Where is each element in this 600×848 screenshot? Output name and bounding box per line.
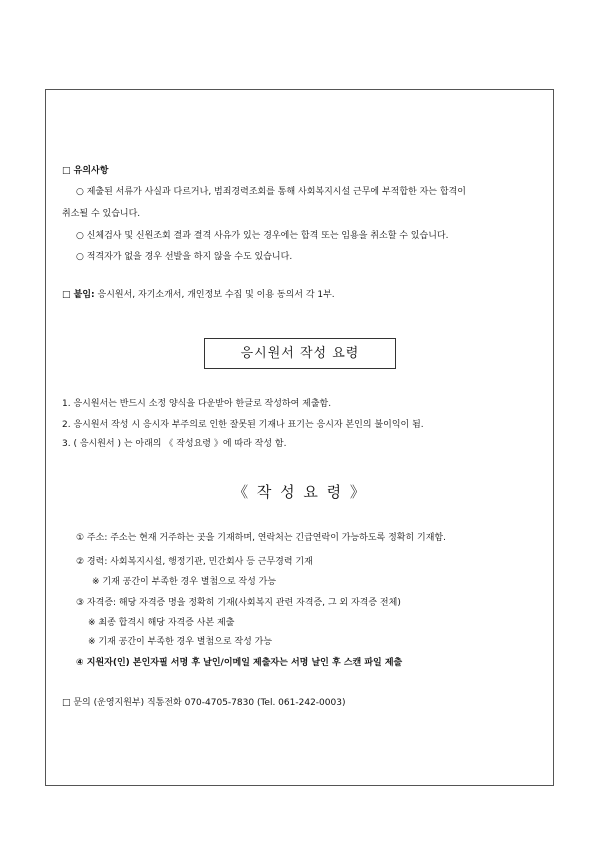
attachment-text: 응시원서, 자기소개서, 개인정보 수집 및 이용 동의서 각 1부. — [97, 290, 335, 300]
form-title-box: 응시원서 작성 요령 — [204, 338, 396, 369]
attachment-line — [62, 289, 335, 301]
guide-note-license-copy: ※ 최종 합격시 해당 자격증 사본 제출 — [88, 618, 235, 628]
notice-item-3: ○ 적격자가 없을 경우 선발을 하지 않을 수도 있습니다. — [76, 252, 293, 262]
notice-item-1-cont: 취소될 수 있습니다. — [62, 209, 141, 219]
instruction-2: 2. 응시원서 작성 시 응시자 부주의로 인한 잘못된 기재나 표기는 응시자 본인의 불이익이 됨. — [62, 420, 424, 430]
guide-heading: 《 작 성 요 령 》 — [233, 483, 367, 501]
notice-heading: □ 유의사항 — [62, 166, 109, 176]
guide-note-license-space: ※ 기재 공간이 부족한 경우 별첨으로 작성 가능 — [88, 637, 273, 647]
instruction-1: 1. 응시원서는 반드시 소정 양식을 다운받아 한글로 작성하여 제출함. — [62, 399, 332, 409]
attachment-label: □ 붙임: — [62, 290, 95, 300]
notice-item-2: ○ 신체검사 및 신원조회 결과 결격 사유가 있는 경우에는 합격 또는 임용을 취소할 수 있습니다. — [76, 231, 449, 241]
guide-item-license: ③ 자격증: 해당 자격증 명을 정확히 기재(사회복지 관련 자격증, 그 외 자격증 전체) — [76, 598, 401, 608]
guide-item-career: ② 경력: 사회복지시설, 행정기관, 민간회사 등 근무경력 기재 — [76, 557, 313, 567]
guide-item-signature: ④ 지원자(인) 본인자필 서명 후 날인/이메일 제출자는 서명 날인 후 스캔 파일 제출 — [76, 658, 403, 668]
guide-item-address: ① 주소: 주소는 현재 거주하는 곳을 기재하며, 연락처는 긴급연락이 가능하도록 정확히 기재함. — [76, 533, 446, 543]
guide-note-career: ※ 기재 공간이 부족한 경우 별첨으로 작성 가능 — [92, 577, 277, 587]
instruction-3: 3. ( 응시원서 ) 는 아래의 《 작성요령 》에 따라 작성 함. — [62, 439, 287, 449]
contact-line: □ 문의 (운영지원부) 직통전화 070-4705-7830 (Tel. 061-242-0003) — [62, 698, 346, 708]
notice-item-1: ○ 제출된 서류가 사실과 다르거나, 범죄경력조회를 통해 사회복지시설 근무에 부적합한 자는 합격이 — [76, 187, 466, 197]
